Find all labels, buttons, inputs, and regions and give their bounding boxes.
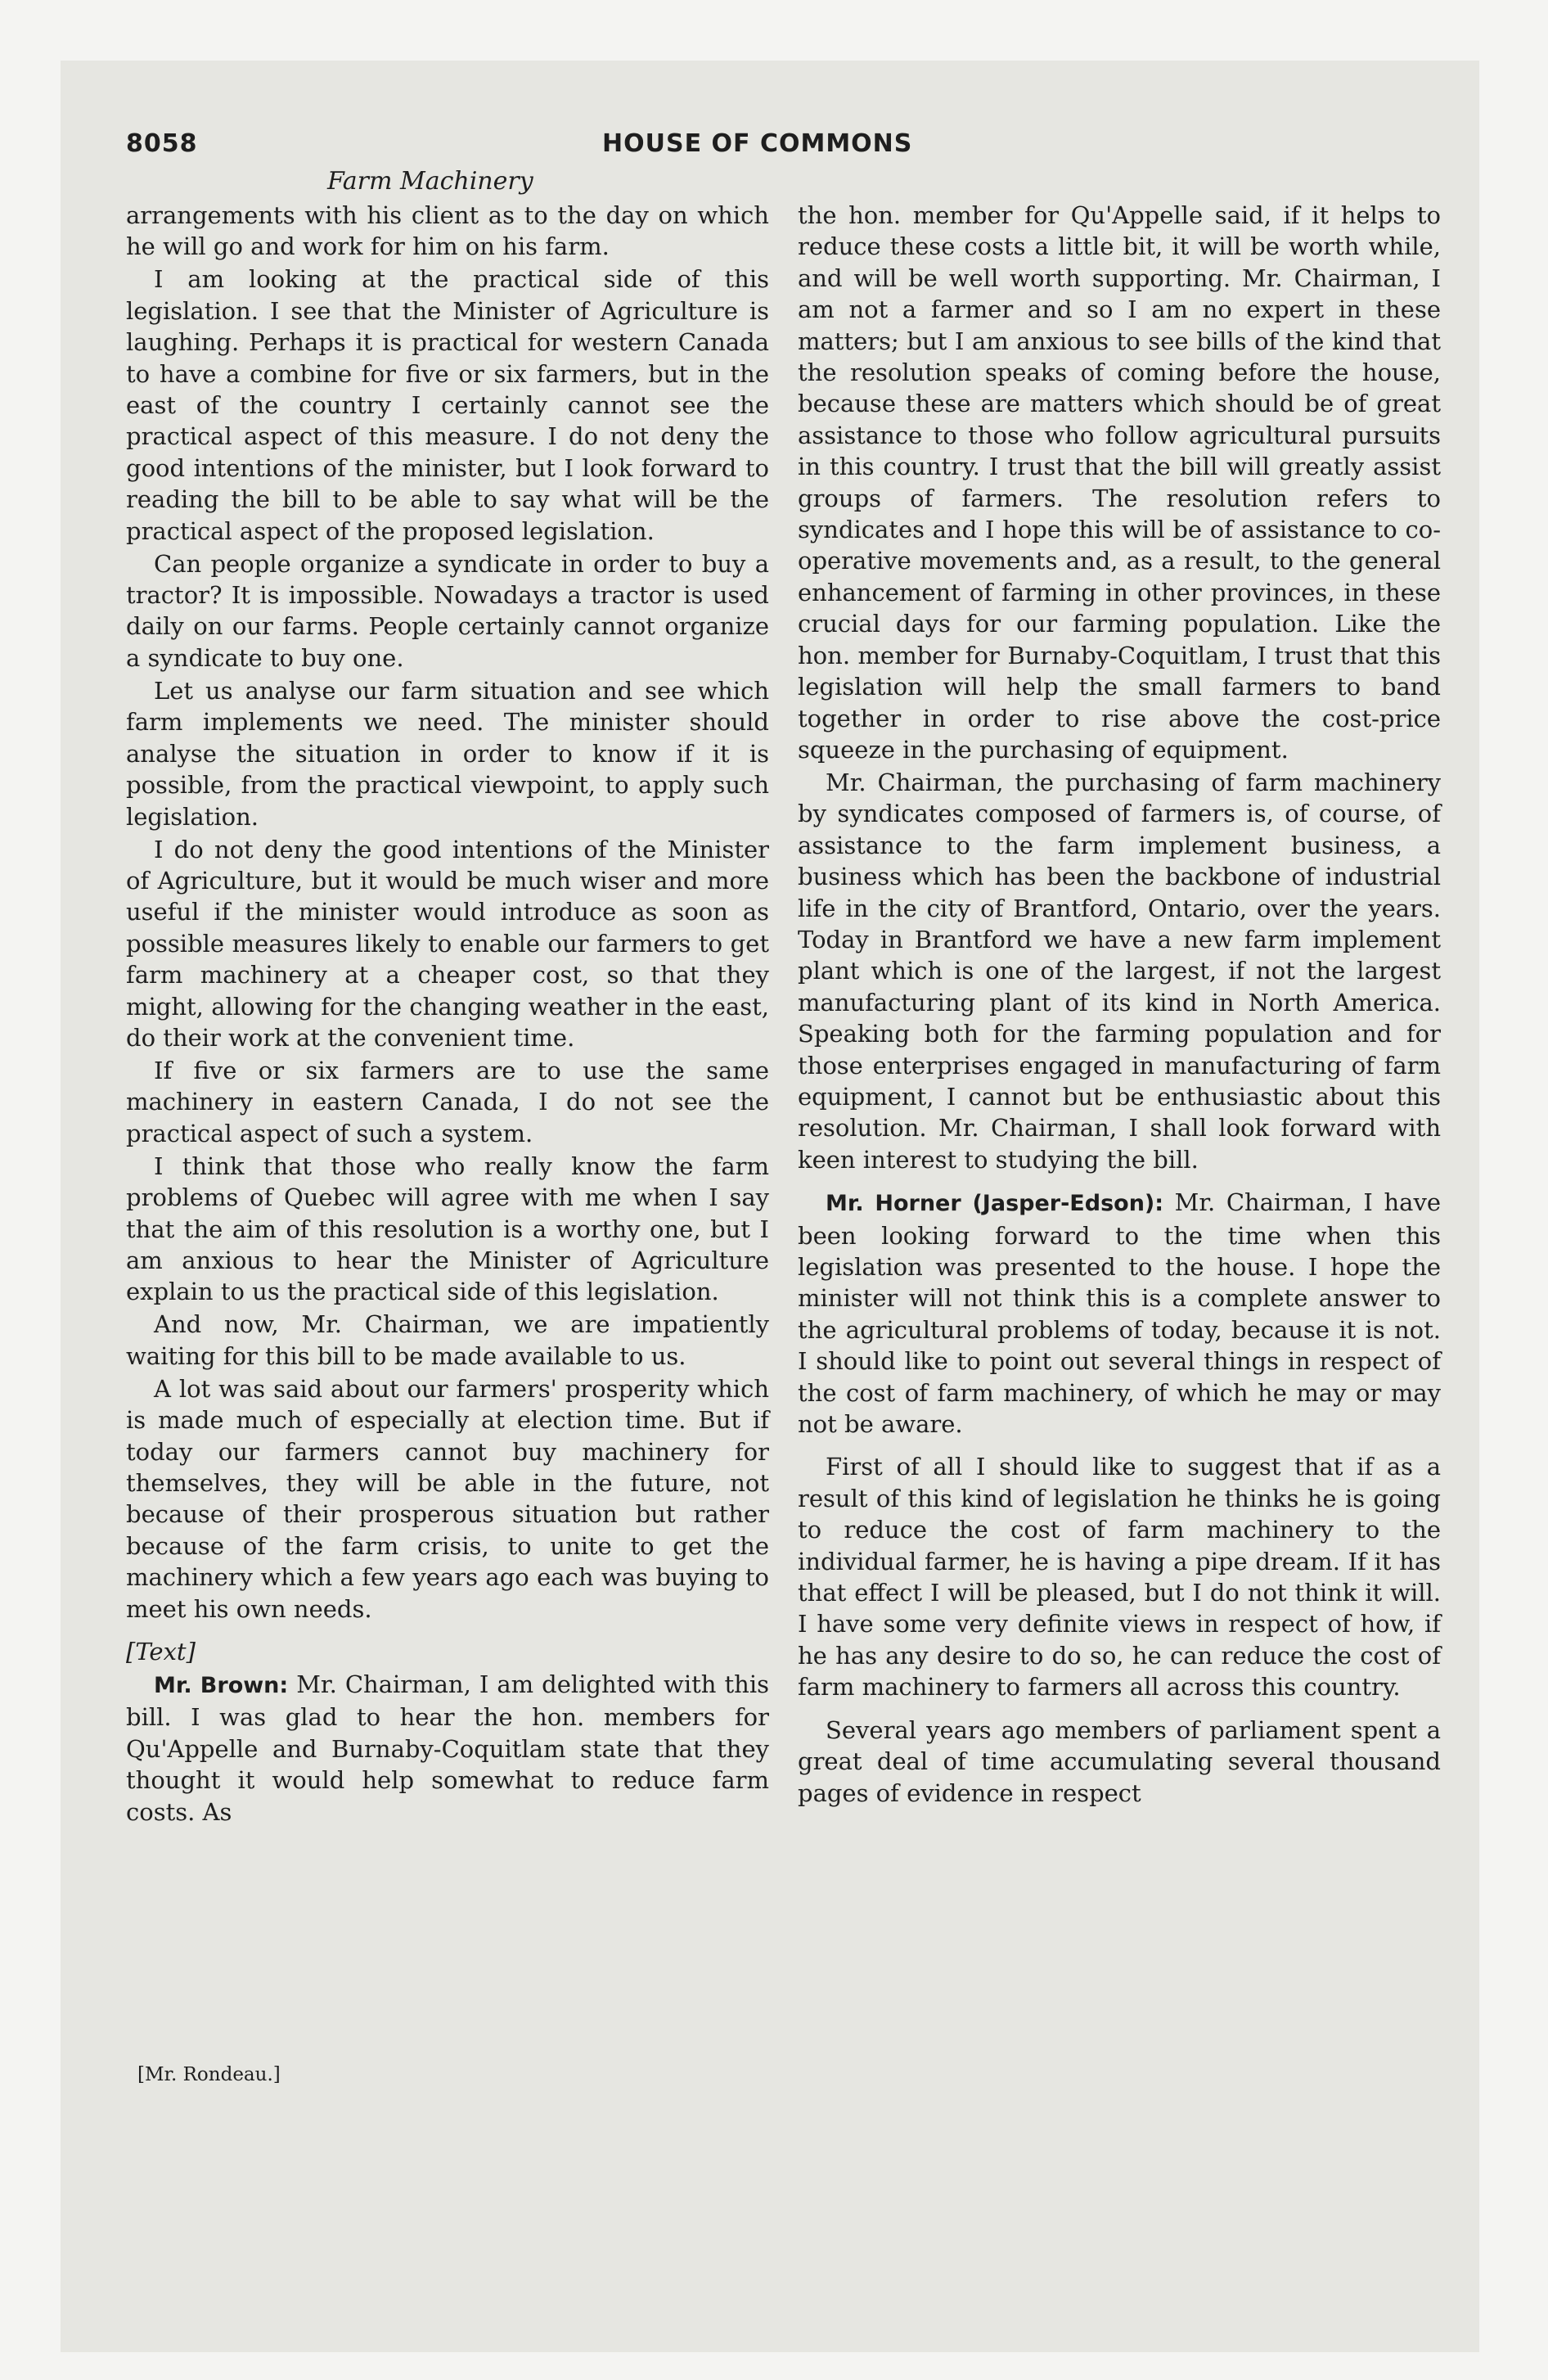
publication-title: HOUSE OF COMMONS (602, 129, 913, 158)
paragraph: the hon. member for Qu'Appelle said, if it helps to reduce these costs a little bit, it will be worth while, and will be well worth supporting. Mr. Chairman, I am not a farmer and so I am no expert in these matters; but I am anxious to see bills of the kind that the resolution speaks of coming before the house, because these are matters which should be of great assistance to those who follow agricultural pursuits in this country. I trust that the bill will greatly assist groups of farmers. The resolution refers to syndicates and I hope this will be of assistance to co-operative movements and, as a result, to the general enhancement of farming in other provinces, in these crucial days for our farming population. Like the hon. member for Burnaby-Coquitlam, I trust that this legislation will help the small farmers to band together in order to rise above the cost-price squeeze in the purchasing of equipment. (798, 201, 1441, 764)
right-column (798, 200, 1441, 1810)
paragraph: I do not deny the good intentions of the Minister of Agriculture, but it would be much wiser and more useful if the minister would introduce as soon as possible measures likely to enable our farmers to get farm machinery at a cheaper cost, so that they might, allowing for the changing weather in the east, do their work at the convenient time. (126, 835, 769, 1052)
paragraph: Several years ago members of parliament spent a great deal of time accumulating several thousand pages of evidence in respect (798, 1715, 1441, 1807)
paragraph: A lot was said about our farmers' prosperity which is made much of especially at election time. But if today our farmers cannot buy machinery for themselves, they will be able in the future, not because of their prosperous situation but rather because of the farm crisis, to unite to get the machinery which a few years ago each was buying to meet his own needs. (126, 1374, 769, 1623)
text-marker: [Text] (126, 1638, 196, 1666)
speech-paragraph (126, 1669, 769, 1828)
speaker-credit: [Mr. Rondeau.] (137, 2064, 281, 2085)
paragraph: Mr. Chairman, the purchasing of farm machinery by syndicates composed of farmers is, of course, of assistance to the farm implement business, a business which has been the backbone of industrial life in the city of Brantford, Ontario, over the years. Today in Brantford we have a new farm implement plant which is one of the largest, if not the largest manufacturing plant of its kind in North America. Speaking both for the farming population and for those enterprises engaged in manufacturing of farm equipment, I cannot but be enthusiastic about this resolution. Mr. Chairman, I shall look forward with keen interest to studying the bill. (798, 768, 1441, 1174)
speech-paragraph (798, 1187, 1441, 1440)
paragraph: And now, Mr. Chairman, we are impatiently waiting for this bill to be made available to us. (126, 1310, 769, 1370)
paragraph: I am looking at the practical side of this legislation. I see that the Minister of Agriculture is laughing. Perhaps it is practical for western Canada to have a combine for five or six farmers, but in the east of the country I certainly cannot see the practical aspect of this measure. I do not deny the good intentions of the minister, but I look forward to reading the bill to be able to say what will be the practical aspect of the proposed legislation. (126, 265, 769, 545)
paragraph: Let us analyse our farm situation and see which farm implements we need. The minister should analyse the situation in order to know if it is possible, from the practical viewpoint, to apply such legislation. (126, 676, 769, 831)
paragraph: arrangements with his client as to the day on which he will go and work for him on his farm. (126, 201, 769, 261)
paragraph: If five or six farmers are to use the same machinery in eastern Canada, I do not see the practical aspect of such a system. (126, 1056, 769, 1147)
subject-heading: Farm Machinery (327, 167, 533, 196)
paragraph: Can people organize a syndicate in order to buy a tractor? It is impossible. Nowadays a tractor is used daily on our farms. People certainly cannot organize a syndicate to buy one. (126, 549, 769, 672)
paragraph: I think that those who really know the farm problems of Quebec will agree with me when I say that the aim of this resolution is a worthy one, but I am anxious to hear the Minister of Agriculture explain to us the practical side of this legislation. (126, 1152, 769, 1306)
speech-text: Mr. Chairman, I have been looking forward to the time when this legislation was presented to the house. I hope the minister will not think this is a complete answer to the agricultural problems of today, because it is not. I should like to point out several things in respect of the cost of farm machinery, of which he may or may not be aware. (798, 1188, 1442, 1439)
page-number: 8058 (126, 129, 198, 158)
left-column (126, 200, 769, 1829)
speaker-name: Mr. Brown: (154, 1673, 289, 1699)
paragraph: First of all I should like to suggest that if as a result of this kind of legislation he thinks he is going to reduce the cost of farm machinery to the individual farmer, he is having a pipe dream. If it has that effect I will be pleased, but I do not think it will. I have some very definite views in respect of how, if he has any desire to do so, he can reduce the cost of farm machinery to farmers all across this country. (798, 1453, 1441, 1702)
speaker-name: Mr. Horner (Jasper-Edson): (826, 1191, 1164, 1217)
speech-text: Mr. Chairman, I am delighted with this bill. I was glad to hear the hon. members for Qu'Appelle and Burnaby-Coquitlam state that they thought it would help somewhat to reduce farm costs. As (126, 1670, 769, 1826)
